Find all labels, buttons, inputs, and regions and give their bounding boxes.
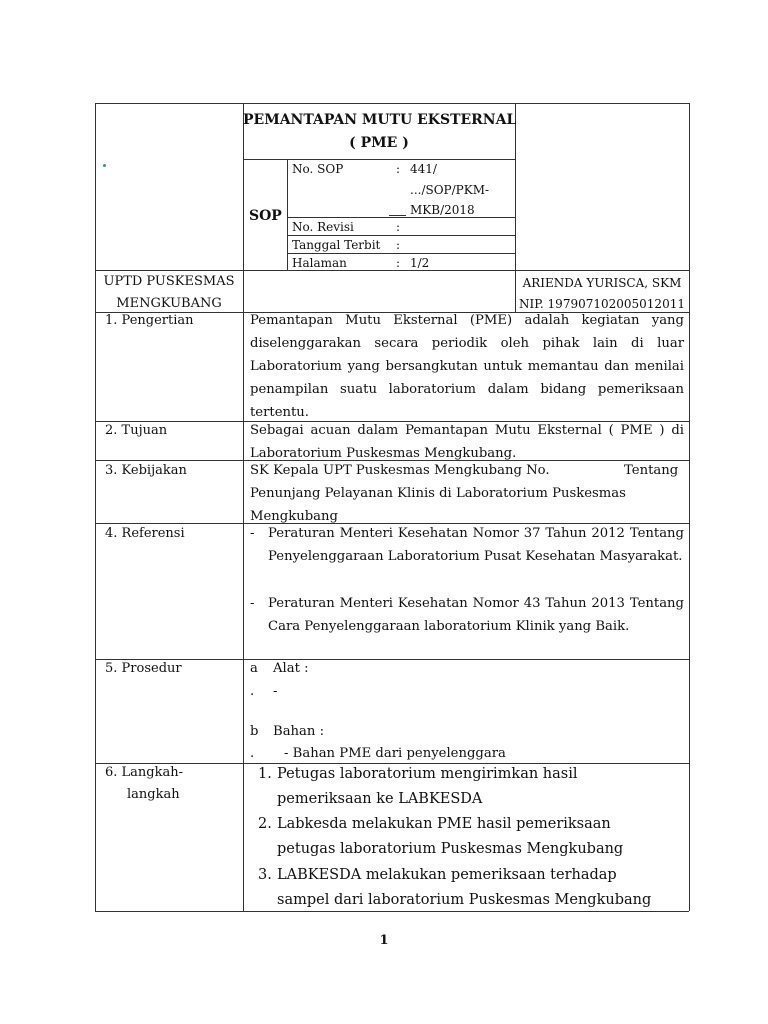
field-line-2: [287, 235, 515, 236]
prosedur-b-dot: .: [250, 746, 255, 761]
kebijakan-line-1b: Tentang: [624, 463, 679, 478]
field-line-3: [287, 253, 515, 254]
no-sop-value-2: .../SOP/PKM-: [410, 183, 490, 197]
step-3-line-2: sampel dari laboratorium Puskesmas Mengkubang: [277, 892, 652, 908]
section-label-kebijakan: 3. Kebijakan: [105, 463, 187, 478]
no-revisi-sep: :: [396, 220, 401, 234]
kebijakan-line-3: Mengkubang: [250, 509, 338, 524]
tujuan-text: Sebagai acuan dalam Pemantapan Mutu Eksternal ( PME ) di Laboratorium Puskesmas Mengkubang.: [250, 423, 684, 461]
org-name-line-1: UPTD PUSKESMAS: [103, 274, 235, 289]
org-name-line-2: MENGKUBANG: [116, 296, 222, 311]
section-label-pengertian: 1. Pengertian: [105, 313, 194, 328]
section-label-langkah-2: langkah: [127, 787, 180, 802]
pengertian-text: Pemantapan Mutu Eksternal (PME) adalah kegiatan yang diselenggarakan secara periodik oleh pihak lain di luar Laboratorium yang bersangkutan untuk memantau dan menilai penampilan suatu laboratorium dalam bidang pemeriksaan tertentu.: [250, 313, 684, 420]
kebijakan-line-1a: SK Kepala UPT Puskesmas Mengkubang No.: [250, 463, 550, 478]
prosedur-b-label: Bahan :: [273, 724, 325, 739]
no-sop-sep: :: [396, 162, 401, 176]
prosedur-b-marker: b: [250, 724, 259, 739]
tanggal-terbit-label: Tanggal Terbit: [292, 238, 381, 252]
section-label-tujuan: 2. Tujuan: [105, 423, 168, 438]
referensi-item-1: Peraturan Menteri Kesehatan Nomor 37 Tahun 2012 Tentang Penyelenggaraan Laboratorium Pusat Kesehatan Masyarakat.: [268, 526, 684, 564]
halaman-value: 1/2: [410, 256, 430, 270]
page-number: 1: [379, 933, 389, 948]
sop-label: SOP: [249, 208, 282, 224]
prosedur-a-marker: a: [250, 661, 258, 676]
signer-name: ARIENDA YURISCA, SKM: [522, 276, 682, 290]
step-2-line-2: petugas laboratorium Puskesmas Mengkubang: [277, 841, 624, 857]
step-2-number: 2.: [258, 816, 272, 832]
title-line-2: ( PME ): [349, 135, 409, 151]
table-border-left: [95, 103, 96, 911]
row-line-5: [95, 659, 689, 660]
logo-mark: [103, 164, 106, 167]
tanggal-terbit-sep: :: [396, 238, 401, 252]
no-revisi-label: No. Revisi: [292, 220, 354, 234]
no-sop-label: No. SOP: [292, 162, 344, 176]
table-border-top: [95, 103, 689, 104]
prosedur-b-item: - Bahan PME dari penyelenggara: [284, 746, 506, 761]
step-3-line-1: LABKESDA melakukan pemeriksaan terhadap: [277, 867, 617, 883]
field-line-1: [287, 217, 515, 218]
section-label-langkah-1: 6. Langkah-: [105, 765, 184, 780]
body-column-divider: [243, 312, 244, 911]
prosedur-a-label: Alat :: [273, 661, 309, 676]
section-label-prosedur: 5. Prosedur: [105, 661, 182, 676]
halaman-sep: :: [396, 256, 401, 270]
no-sop-value-3: MKB/2018: [410, 203, 475, 217]
step-1-number: 1.: [258, 766, 272, 782]
no-sop-value-1: 441/: [410, 162, 437, 176]
table-border-right: [689, 103, 690, 911]
halaman-label: Halaman: [292, 256, 347, 270]
step-3-number: 3.: [258, 867, 272, 883]
referensi-bullet-1: -: [250, 526, 255, 541]
prosedur-a-item: -: [273, 684, 278, 699]
signer-nip: NIP. 197907102005012011: [519, 297, 685, 311]
kebijakan-line-2: Penunjang Pelayanan Klinis di Laboratorium Puskesmas: [250, 486, 626, 501]
title-bottom-line: [243, 159, 515, 160]
no-sop-underline: [389, 215, 406, 216]
referensi-item-2: Peraturan Menteri Kesehatan Nomor 43 Tahun 2013 Tentang Cara Penyelenggaraan laboratorium Klinik yang Baik.: [268, 596, 684, 634]
referensi-bullet-2: -: [250, 596, 255, 611]
step-2-line-1: Labkesda melakukan PME hasil pemeriksaan: [277, 816, 611, 832]
prosedur-a-dot: .: [250, 684, 255, 699]
title-line-1: PEMANTAPAN MUTU EKSTERNAL: [243, 112, 517, 128]
step-1-line-2: pemeriksaan ke LABKESDA: [277, 791, 483, 807]
header-row-line: [95, 270, 689, 271]
step-1-line-1: Petugas laboratorium mengirimkan hasil: [277, 766, 578, 782]
section-label-referensi: 4. Referensi: [105, 526, 185, 541]
table-border-bottom: [95, 911, 689, 912]
